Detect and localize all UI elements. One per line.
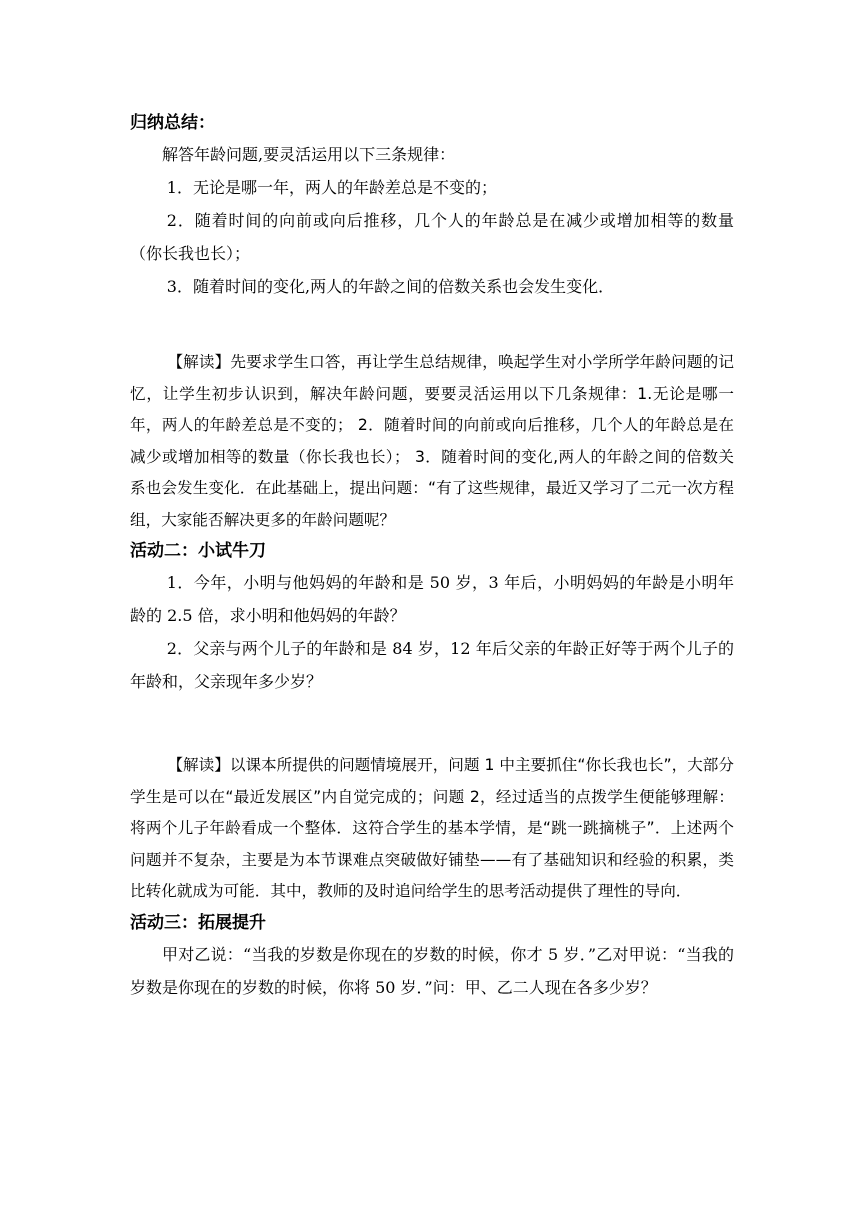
activity2-heading: 活动二：小试牛刀 [130, 541, 266, 561]
activity2-note: 【解读】以课本所提供的问题情境展开，问题 1 中主要抓住“你长我也长”，大部分学生是可以在“最近发展区”内自觉完成的；问题 2，经过适当的点拨学生便能够理解：将两个儿子年龄看成一个整体．这符合学生的基本学情，是“跳一跳摘桃子”．上述两个问题并不复杂，主要是为本节课难点突破做好铺垫——有了基础知识和经验的积累，类比转化就成为可能．其中，教师的及时追问给学生的思考活动提供了理性的导向． [130, 756, 734, 900]
summary-intro: 解答年龄问题,要灵活运用以下三条规律： [162, 145, 456, 164]
spacer [130, 303, 734, 347]
activity3-heading: 活动三：拓展提升 [130, 912, 266, 933]
activity2-problem-2: 2．父亲与两个儿子的年龄和是 84 岁，12 年后父亲的年龄正好等于两个儿子的年龄和，父亲现年多少岁？ [130, 639, 734, 691]
activity3-problem: 甲对乙说：“当我的岁数是你现在的岁数的时候，你才 5 岁．”乙对甲说：“当我的岁数是你现在的岁数的时候，你将 50 岁．”问：甲、乙二人现在各多少岁？ [130, 944, 734, 997]
document-body [130, 108, 734, 1004]
activity2-problem-1: 1．今年，小明与他妈妈的年龄和是 50 岁，3 年后，小明妈妈的年龄是小明年龄的 2.5 倍，求小明和他妈妈的年龄？ [130, 573, 734, 625]
spacer [130, 698, 734, 750]
summary-note: 【解读】先要求学生口答，再让学生总结规律，唤起学生对小学所学年龄问题的记忆，让学生初步认识到，解决年龄问题，要要灵活运用以下几条规律：1.无论是哪一年，两人的年龄差总是不变的； 2．随着时间的向前或向后推移，几个人的年龄总是在减少或增加相等的数量（你长我也长）； 3．随着时间的变化,两人的年龄之间的倍数关系也会发生变化．在此基础上，提出问题：“有了这些规律，最近又学习了二元一次方程组，大家能否解决更多的年龄问题呢？ [130, 353, 734, 529]
summary-rule-2: 2．随着时间的向前或向后推移，几个人的年龄总是在减少或增加相等的数量（你长我也长）； [130, 211, 734, 263]
summary-rule-3: 3．随着时间的变化,两人的年龄之间的倍数关系也会发生变化． [166, 277, 615, 296]
summary-heading: 归纳总结： [130, 113, 215, 133]
summary-rule-1: 1．无论是哪一年，两人的年龄差总是不变的； [166, 178, 497, 197]
